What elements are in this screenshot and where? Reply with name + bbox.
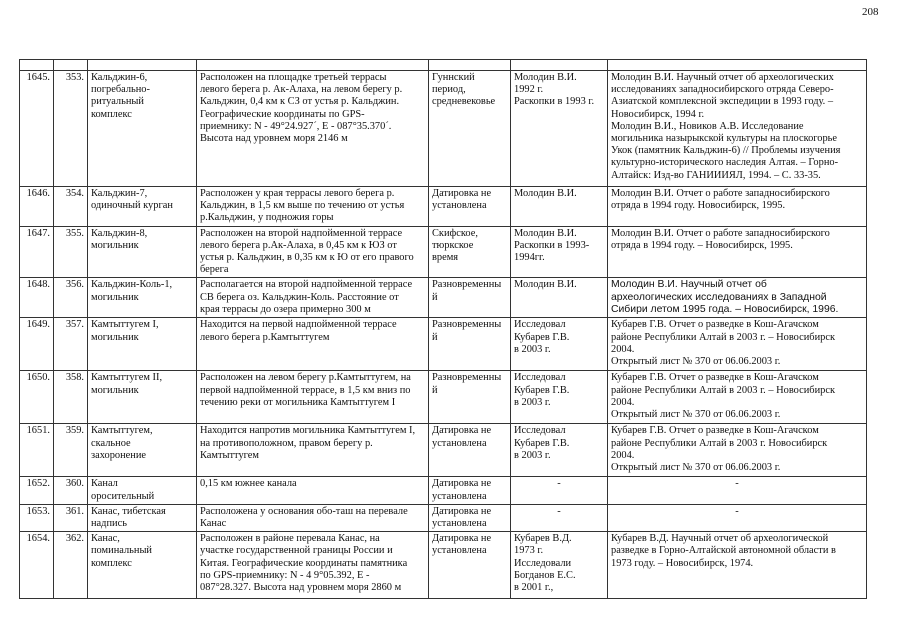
page-number: 208 xyxy=(862,6,879,18)
cell-researcher-line: Раскопки в 1993- xyxy=(514,239,590,251)
cell-researcher xyxy=(511,532,608,599)
cell-source-line: отряда в 1994 году. Новосибирск, 1995. xyxy=(611,200,786,212)
cell-description-line: участке государственной границы России и xyxy=(200,545,393,557)
cell-dating-line: Датировка не xyxy=(432,478,492,490)
cell-researcher xyxy=(511,187,608,227)
cell-name xyxy=(88,278,197,318)
cell-name-line: скальное xyxy=(91,437,131,449)
table-row xyxy=(20,278,867,318)
cell-source xyxy=(608,424,867,477)
cell-name-line: могильник xyxy=(91,384,139,396)
cell-number: 1646. xyxy=(20,187,54,227)
cell-researcher-line: в 2003 г. xyxy=(514,343,551,355)
cell-source-line: Молодин В.И. Отчет о работе западносибирского xyxy=(611,188,830,199)
cell-description-line: берега xyxy=(200,264,229,276)
cell-number: 1651. xyxy=(20,424,54,477)
header-cell xyxy=(54,60,88,71)
cell-dating-line: й xyxy=(432,291,438,303)
cell-name-line: Кальджин-8, xyxy=(91,227,148,239)
cell-description xyxy=(197,226,429,278)
cell-source-line: - xyxy=(735,505,739,517)
cell-source xyxy=(608,318,867,371)
cell-name-line: Камтыттугем I, xyxy=(91,319,159,331)
header-cell xyxy=(197,60,429,71)
cell-dating-line: время xyxy=(432,252,459,264)
cell-dating-line: Датировка не xyxy=(432,533,492,545)
cell-dating xyxy=(429,187,511,227)
cell-name-line: Кальджин-7, xyxy=(91,188,148,199)
cell-researcher xyxy=(511,318,608,371)
cell-name-line: Камтыттугем, xyxy=(91,425,153,437)
cell-researcher-line: - xyxy=(557,505,561,517)
cell-source xyxy=(608,278,867,318)
header-cell xyxy=(88,60,197,71)
cell-name-line: ритуальный xyxy=(91,96,144,108)
table-row xyxy=(20,532,867,599)
table-row xyxy=(20,371,867,424)
cell-name-line: могильник xyxy=(91,239,139,251)
cell-subnumber: 360. xyxy=(54,477,88,504)
cell-description-line: левого берега р.Камтыттугем xyxy=(200,331,330,343)
cell-dating-line: й xyxy=(432,331,438,343)
cell-description-line: Расположен у края террасы левого берега р. xyxy=(200,188,395,199)
cell-source-line: Сибири летом 1995 года. – Новосибирск, 1996. xyxy=(611,303,839,315)
cell-description-line: по GPS-приемнику: N - 4 9°05.392, Е - xyxy=(200,569,370,581)
cell-dating-line: Разновременны xyxy=(432,279,502,291)
cell-researcher xyxy=(511,504,608,531)
cell-researcher-line: в 2003 г. xyxy=(514,449,551,461)
cell-source-line: 2004. xyxy=(611,343,635,355)
cell-name-line: Кальджин-Коль-1, xyxy=(91,279,173,291)
cell-dating-line: установлена xyxy=(432,200,487,212)
cell-description-line: левого берега р.Ак-Алаха, в 0,45 км к ЮЗ от xyxy=(200,239,397,251)
cell-researcher xyxy=(511,278,608,318)
cell-dating xyxy=(429,371,511,424)
cell-description xyxy=(197,71,429,187)
cell-source xyxy=(608,71,867,187)
cell-subnumber: 359. xyxy=(54,424,88,477)
cell-researcher-line: в 2003 г. xyxy=(514,396,551,408)
cell-subnumber: 354. xyxy=(54,187,88,227)
cell-subnumber: 356. xyxy=(54,278,88,318)
cell-source-line: Открытый лист № 370 от 06.06.2003 г. xyxy=(611,462,781,474)
cell-description-line: первой надпойменной террасе, в 1,5 км вниз по xyxy=(200,384,411,396)
cell-name-line: оросительный xyxy=(91,490,155,502)
table-row xyxy=(20,318,867,371)
cell-number: 1649. xyxy=(20,318,54,371)
cell-number: 1654. xyxy=(20,532,54,599)
cell-source-line: исследованиях западносибирского отряда Северо- xyxy=(611,84,834,96)
cell-researcher-line: Богданов Е.С. xyxy=(514,569,576,581)
cell-source-line: Укок (памятник Кальджин-6) // Проблемы изучения xyxy=(611,145,841,157)
cell-researcher-line: Кубарев В.Д. xyxy=(514,533,572,545)
cell-description-line: Расположен на второй надпойменной террасе xyxy=(200,227,403,239)
table-row xyxy=(20,71,867,187)
cell-researcher-line: Кубарев Г.В. xyxy=(514,437,570,449)
cell-name-line: Канас, xyxy=(91,533,120,545)
cell-description-line: 087°28.327. Высота над уровнем моря 2860 м xyxy=(200,582,402,594)
cell-source-line: археологических исследованиях в Западной xyxy=(611,291,827,303)
cell-researcher xyxy=(511,226,608,278)
cell-description-line: Канас xyxy=(200,518,227,530)
cell-description-line: Расположена у основания обо-таш на перевале xyxy=(200,505,408,517)
cell-name-line: комплекс xyxy=(91,557,132,569)
cell-source-line: Кубарев Г.В. Отчет о разведке в Кош-Агачском xyxy=(611,372,819,384)
cell-description xyxy=(197,477,429,504)
cell-researcher xyxy=(511,477,608,504)
cell-name xyxy=(88,371,197,424)
cell-number: 1648. xyxy=(20,278,54,318)
cell-source-line: культурно-исторического наследия Алтая. – Горно- xyxy=(611,157,839,169)
cell-source-line: Молодин В.И. Научный отчет об археологических xyxy=(611,72,834,83)
header-cell xyxy=(429,60,511,71)
cell-source-line: могильника назырыкской культуры на плоскогорье xyxy=(611,133,838,145)
cell-dating-line: Разновременны xyxy=(432,319,502,331)
cell-name xyxy=(88,71,197,187)
cell-name xyxy=(88,477,197,504)
cell-researcher xyxy=(511,424,608,477)
cell-source-line: Молодин В.И. Научный отчет об xyxy=(611,279,767,291)
cell-source-line: - xyxy=(735,478,739,490)
cell-source-line: Открытый лист № 370 от 06.06.2003 г. xyxy=(611,409,781,421)
cell-source xyxy=(608,532,867,599)
cell-dating xyxy=(429,226,511,278)
cell-researcher-line: 1992 г. xyxy=(514,84,544,96)
cell-source-line: Новосибирск, 1994 г. xyxy=(611,108,705,120)
cell-name-line: поминальный xyxy=(91,545,152,557)
cell-source xyxy=(608,477,867,504)
cell-researcher-line: Исследовал xyxy=(514,372,566,384)
cell-description-line: Кальджин, 0,4 км к СЗ от устья р. Кальджин. xyxy=(200,96,400,108)
cell-description-line: Кальджин, в 1,5 км выше по течению от устья xyxy=(200,200,405,212)
cell-subnumber: 357. xyxy=(54,318,88,371)
cell-description xyxy=(197,318,429,371)
cell-source-line: районе Республики Алтай в 2003 г. – Новосибирск xyxy=(611,384,836,396)
header-cell xyxy=(511,60,608,71)
cell-dating-line: Гуннский xyxy=(432,72,475,83)
cell-description-line: края террасы до озера примерно 300 м xyxy=(200,303,371,315)
cell-researcher-line: в 2001 г., xyxy=(514,582,554,594)
header-cell xyxy=(608,60,867,71)
cell-dating-line: Скифское, xyxy=(432,227,478,239)
cell-dating xyxy=(429,71,511,187)
table-row xyxy=(20,424,867,477)
cell-researcher-line: Раскопки в 1993 г. xyxy=(514,96,595,108)
cell-number: 1650. xyxy=(20,371,54,424)
cell-name-line: могильник xyxy=(91,331,139,343)
cell-description xyxy=(197,504,429,531)
cell-dating-line: период, xyxy=(432,84,466,96)
cell-description-line: левого берега р. Ак-Алаха, на левом берегу р. xyxy=(200,84,403,96)
cell-description-line: Расположен на левом берегу р.Камтыттугем, на xyxy=(200,372,411,384)
cell-name xyxy=(88,532,197,599)
cell-name-line: погребально- xyxy=(91,84,150,96)
cell-dating xyxy=(429,318,511,371)
cell-source-line: Кубарев Г.В. Отчет о разведке в Кош-Агачском xyxy=(611,425,819,437)
cell-description-line: Располагается на второй надпойменной террасе xyxy=(200,279,413,291)
cell-source-line: 2004. xyxy=(611,396,635,408)
cell-dating-line: тюркское xyxy=(432,239,474,251)
cell-description xyxy=(197,424,429,477)
cell-source-line: Кубарев Г.В. Отчет о разведке в Кош-Агачском xyxy=(611,319,819,331)
cell-name-line: Канал xyxy=(91,478,118,490)
cell-researcher-line: 1973 г. xyxy=(514,545,544,557)
cell-researcher xyxy=(511,71,608,187)
cell-dating-line: установлена xyxy=(432,545,487,557)
cell-number: 1647. xyxy=(20,226,54,278)
cell-description-line: Расположен на площадке третьей террасы xyxy=(200,72,387,83)
cell-dating xyxy=(429,532,511,599)
cell-researcher-line: - xyxy=(557,478,561,490)
cell-dating-line: Датировка не xyxy=(432,425,492,437)
cell-name-line: могильник xyxy=(91,291,139,303)
table-header-row xyxy=(20,60,867,71)
cell-dating-line: установлена xyxy=(432,437,487,449)
cell-description xyxy=(197,532,429,599)
cell-name-line: Камтыттугем II, xyxy=(91,372,163,384)
cell-description-line: р.Кальджин, у подножия горы xyxy=(200,212,334,224)
cell-source-line: Молодин В.И., Новиков А.В. Исследование xyxy=(611,120,804,132)
cell-description xyxy=(197,371,429,424)
table-row xyxy=(20,226,867,278)
cell-source-line: Молодин В.И. Отчет о работе западносибирского xyxy=(611,227,830,239)
cell-subnumber: 353. xyxy=(54,71,88,187)
header-cell xyxy=(20,60,54,71)
cell-source-line: Азиатской комплексной экспедиции в 1993 году. – xyxy=(611,96,834,108)
cell-source xyxy=(608,371,867,424)
cell-source-line: Алтайск: Изд-во ГАНИИИЯЛ, 1994. – С. 33-35. xyxy=(611,169,821,181)
cell-name xyxy=(88,187,197,227)
cell-source xyxy=(608,226,867,278)
cell-source-line: Кубарев В.Д. Научный отчет об археологической xyxy=(611,533,829,545)
table-row xyxy=(20,477,867,504)
cell-dating xyxy=(429,477,511,504)
cell-description-line: Расположен в районе перевала Канас, на xyxy=(200,533,380,545)
cell-name-line: Канас, тибетская xyxy=(91,505,166,517)
cell-researcher-line: Кубарев Г.В. xyxy=(514,384,570,396)
cell-description-line: Географические координаты по GPS- xyxy=(200,108,365,120)
cell-dating-line: установлена xyxy=(432,518,487,530)
cell-description-line: течению реки от могильника Камтыттугем I xyxy=(200,396,396,408)
cell-name xyxy=(88,318,197,371)
cell-dating-line: й xyxy=(432,384,438,396)
cell-subnumber: 361. xyxy=(54,504,88,531)
cell-subnumber: 355. xyxy=(54,226,88,278)
cell-description-line: 0,15 км южнее канала xyxy=(200,478,297,490)
cell-description xyxy=(197,187,429,227)
cell-number: 1652. xyxy=(20,477,54,504)
cell-description-line: Находится на первой надпойменной террасе xyxy=(200,319,397,331)
cell-dating-line: Датировка не xyxy=(432,505,492,517)
cell-description-line: приемнику: N - 49°24.927´, Е - 087°35.370´. xyxy=(200,120,392,132)
cell-name-line: комплекс xyxy=(91,108,132,120)
cell-researcher xyxy=(511,371,608,424)
table-row xyxy=(20,187,867,227)
cell-name-line: захоронение xyxy=(91,449,147,461)
cell-description-line: Находится напротив могильника Камтыттугем I, xyxy=(200,425,416,437)
cell-source xyxy=(608,504,867,531)
cell-researcher-line: Кубарев Г.В. xyxy=(514,331,570,343)
cell-source-line: отряда в 1994 году. – Новосибирск, 1995. xyxy=(611,239,793,251)
cell-dating xyxy=(429,504,511,531)
cell-researcher-line: Исследовал xyxy=(514,319,566,331)
cell-dating-line: Датировка не xyxy=(432,188,492,199)
cell-name xyxy=(88,504,197,531)
cell-source-line: 2004. xyxy=(611,449,635,461)
monuments-table xyxy=(19,59,867,599)
cell-researcher-line: 1994гг. xyxy=(514,252,545,264)
cell-dating-line: средневековье xyxy=(432,96,496,108)
cell-subnumber: 358. xyxy=(54,371,88,424)
cell-name-line: одиночный курган xyxy=(91,200,173,212)
cell-description-line: устья р. Кальджин, в 0,35 км к Ю от его правого xyxy=(200,252,414,264)
cell-researcher-line: Исследовали xyxy=(514,557,572,569)
cell-description-line: на противоположном, правом берегу р. xyxy=(200,437,373,449)
cell-number: 1653. xyxy=(20,504,54,531)
cell-description-line: СВ берега оз. Кальджин-Коль. Расстояние от xyxy=(200,291,399,303)
cell-researcher-line: Молодин В.И. xyxy=(514,227,577,239)
cell-source-line: 1973 году. – Новосибирск, 1974. xyxy=(611,557,754,569)
cell-name-line: надпись xyxy=(91,518,127,530)
cell-number: 1645. xyxy=(20,71,54,187)
cell-description-line: Камтыттугем xyxy=(200,449,259,461)
cell-description-line: Китая. Географические координаты памятника xyxy=(200,557,408,569)
cell-researcher-line: Молодин В.И. xyxy=(514,188,577,199)
cell-dating-line: Разновременны xyxy=(432,372,502,384)
cell-researcher-line: Молодин В.И. xyxy=(514,279,577,291)
cell-dating xyxy=(429,424,511,477)
cell-name xyxy=(88,424,197,477)
cell-dating xyxy=(429,278,511,318)
cell-researcher-line: Молодин В.И. xyxy=(514,72,577,83)
cell-source-line: Открытый лист № 370 от 06.06.2003 г. xyxy=(611,356,781,368)
cell-name xyxy=(88,226,197,278)
table-row xyxy=(20,504,867,531)
cell-source-line: районе Республики Алтай в 2003 г. Новосибирск xyxy=(611,437,828,449)
cell-source-line: районе Республики Алтай в 2003 г. – Новосибирск xyxy=(611,331,836,343)
cell-description xyxy=(197,278,429,318)
cell-dating-line: установлена xyxy=(432,490,487,502)
cell-source-line: разведке в Горно-Алтайской автономной области в xyxy=(611,545,836,557)
cell-researcher-line: Исследовал xyxy=(514,425,566,437)
cell-subnumber: 362. xyxy=(54,532,88,599)
cell-name-line: Кальджин-6, xyxy=(91,72,148,83)
cell-source xyxy=(608,187,867,227)
cell-description-line: Высота над уровнем моря 2146 м xyxy=(200,133,348,145)
